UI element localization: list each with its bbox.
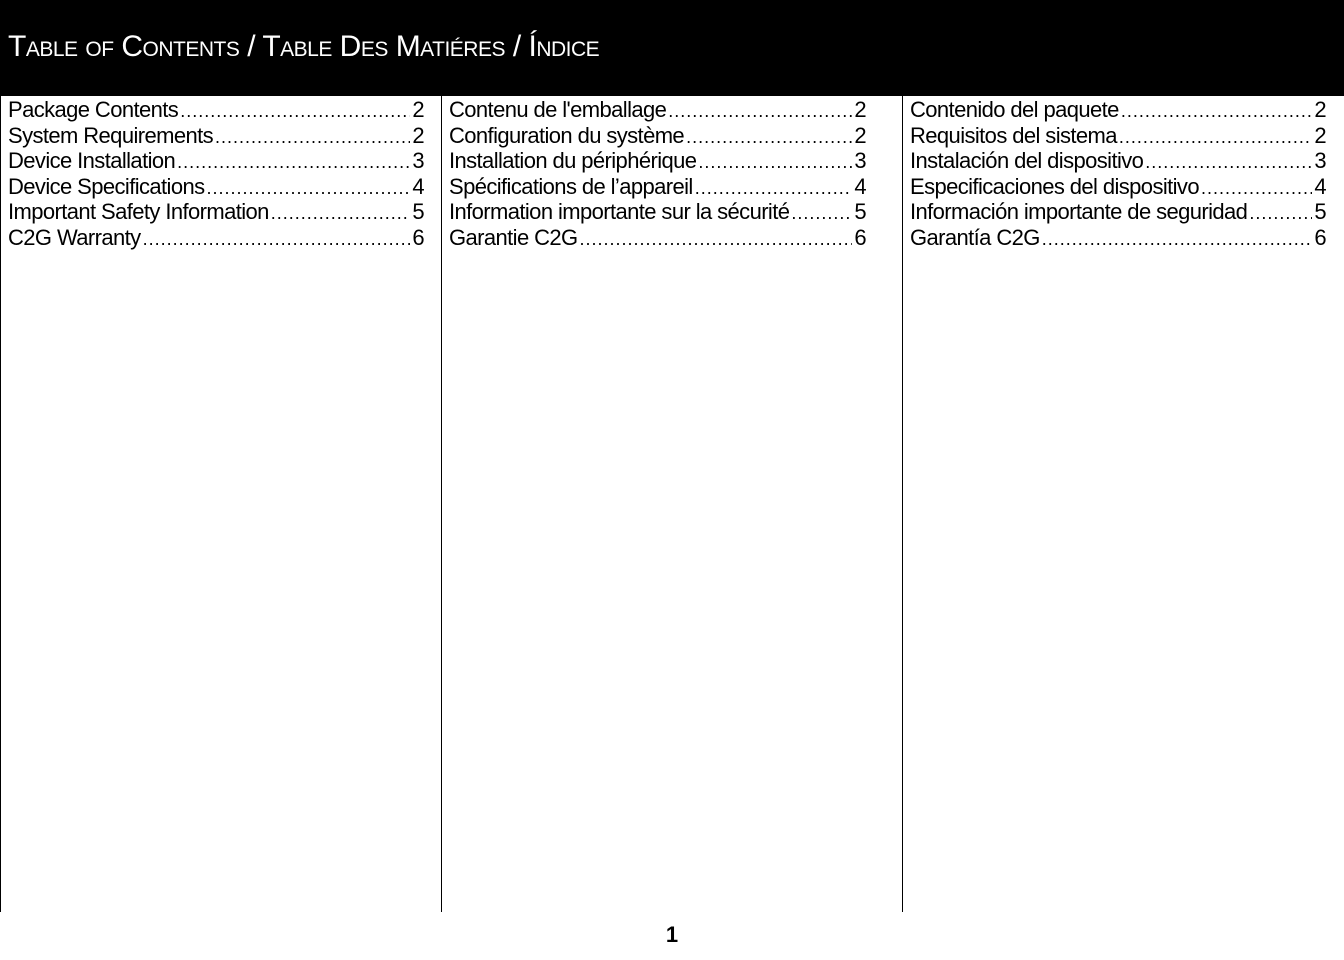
toc-entry-label: Instalación del dispositivo [910, 148, 1144, 173]
leader-dots [1121, 99, 1313, 125]
toc-entry[interactable] [449, 174, 866, 200]
toc-entry-page: 2 [412, 97, 424, 122]
toc-entry-label: Contenu de l'emballage [449, 97, 667, 122]
toc-entry-page: 6 [412, 224, 424, 250]
toc-entry-label: Device Installation [8, 148, 176, 173]
toc-entry[interactable] [8, 97, 424, 123]
toc-entry-page: 2 [854, 97, 866, 122]
leader-dots [1249, 201, 1312, 227]
toc-entry-page: 2 [854, 122, 866, 148]
toc-entry-label: Información importante de seguridad [910, 199, 1248, 224]
leader-dots [1145, 150, 1312, 176]
leader-dots [791, 201, 852, 227]
toc-entry-page: 4 [854, 173, 866, 199]
leader-dots [215, 125, 410, 151]
toc-entry[interactable] [8, 199, 424, 225]
toc-entry-label: Information importante sur la sécurité [449, 199, 790, 224]
toc-column-french [449, 97, 866, 250]
toc-entry-page: 3 [854, 148, 866, 173]
leader-dots [686, 125, 852, 151]
toc-entry-page: 5 [854, 199, 866, 224]
toc-entry-page: 4 [1314, 173, 1326, 199]
toc-entry-page: 6 [854, 224, 866, 250]
leader-dots [143, 227, 411, 253]
leader-dots [180, 99, 410, 125]
title-bar [0, 0, 1344, 96]
toc-entry[interactable] [449, 123, 866, 149]
leader-dots [695, 176, 853, 202]
column-divider-left [0, 96, 1, 912]
toc-entry[interactable] [910, 148, 1326, 174]
leader-dots [698, 150, 852, 176]
toc-entry-label: Package Contents [8, 97, 179, 122]
toc-entry[interactable] [910, 174, 1326, 200]
toc-entry[interactable] [910, 123, 1326, 149]
page-number: 1 [665, 922, 679, 947]
toc-entry-page: 3 [1314, 148, 1326, 173]
leader-dots [271, 201, 411, 227]
toc-entry-page: 5 [412, 199, 424, 224]
leader-dots [1042, 227, 1313, 253]
toc-entry[interactable] [910, 225, 1326, 251]
toc-column-spanish [910, 97, 1326, 250]
toc-entry-label: Spécifications de l’appareil [449, 173, 693, 199]
leader-dots [1119, 125, 1312, 151]
toc-entry-page: 2 [1314, 97, 1326, 122]
toc-entry[interactable] [8, 174, 424, 200]
toc-entry-page: 3 [412, 148, 424, 173]
toc-entry[interactable] [8, 123, 424, 149]
toc-entry-label: Contenido del paquete [910, 97, 1119, 122]
page-title: Table of Contents / Table Des Matiéres / Índice [8, 30, 600, 63]
toc-entry-label: Garantía C2G [910, 224, 1040, 250]
toc-entry[interactable] [449, 97, 866, 123]
toc-entry-label: Installation du périphérique [449, 148, 697, 173]
toc-entry-label: System Requirements [8, 122, 214, 148]
toc-entry[interactable] [449, 148, 866, 174]
toc-entry-label: Important Safety Information [8, 199, 269, 224]
toc-entry[interactable] [8, 225, 424, 251]
toc-entry[interactable] [910, 97, 1326, 123]
toc-entry[interactable] [449, 199, 866, 225]
toc-entry[interactable] [449, 225, 866, 251]
column-divider-2 [902, 96, 903, 912]
toc-entry-page: 6 [1314, 224, 1326, 250]
toc-entry-label: Configuration du système [449, 122, 685, 148]
toc-entry-page: 5 [1314, 199, 1326, 224]
toc-entry-page: 2 [412, 122, 424, 148]
leader-dots [177, 150, 410, 176]
toc-entry-label: C2G Warranty [8, 224, 141, 250]
toc-entry-label: Device Specifications [8, 173, 205, 199]
leader-dots [207, 176, 411, 202]
toc-entry-label: Especificaciones del dispositivo [910, 173, 1199, 199]
toc-entry-label: Requisitos del sistema [910, 122, 1117, 148]
toc-entry-page: 4 [412, 173, 424, 199]
leader-dots [668, 99, 852, 125]
leader-dots [1201, 176, 1312, 202]
toc-column-english [8, 97, 424, 250]
toc-entry-label: Garantie C2G [449, 224, 578, 250]
column-divider-1 [441, 96, 442, 912]
toc-entry-page: 2 [1314, 122, 1326, 148]
toc-entry[interactable] [910, 199, 1326, 225]
toc-entry[interactable] [8, 148, 424, 174]
leader-dots [580, 227, 853, 253]
